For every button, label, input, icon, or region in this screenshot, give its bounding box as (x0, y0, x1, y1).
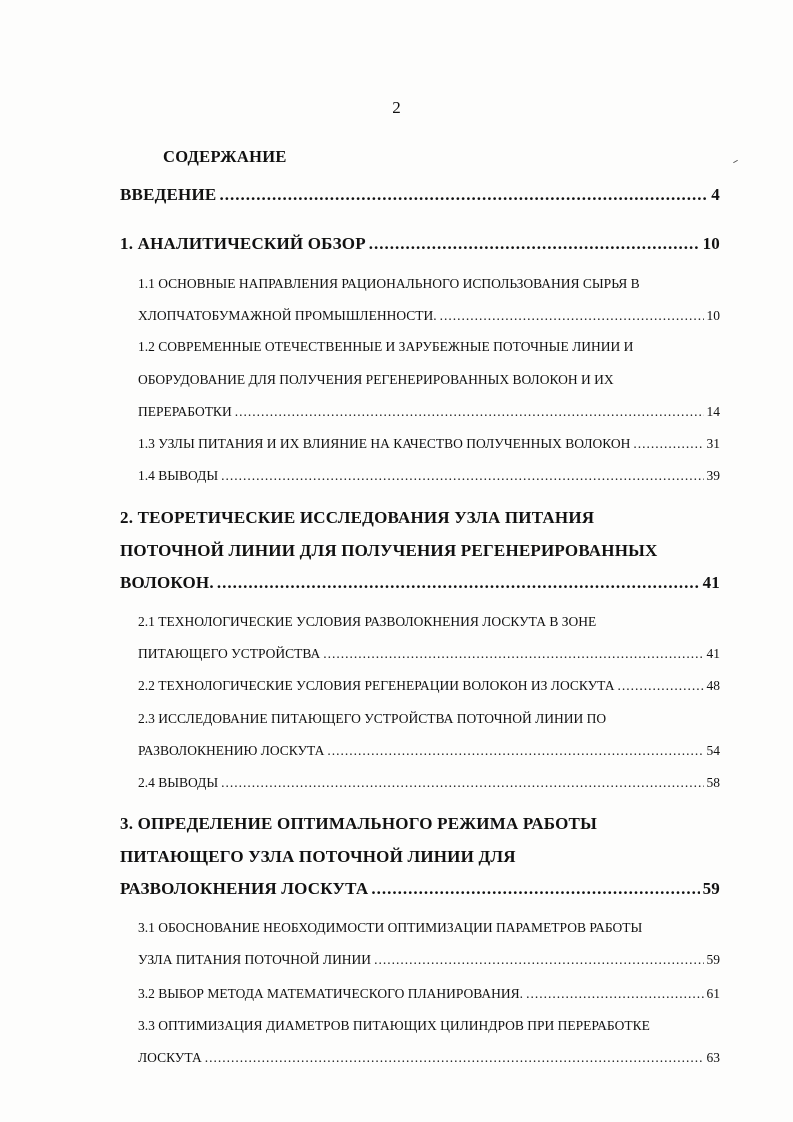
toc-entry-2-2[interactable] (138, 678, 720, 694)
entry-text: 1.4 ВЫВОДЫ (138, 468, 219, 483)
entry-text: ПОТОЧНОЙ ЛИНИИ ДЛЯ ПОЛУЧЕНИЯ РЕГЕНЕРИРОВАННЫХ (120, 541, 658, 560)
entry-page: 10 (702, 234, 720, 253)
toc-entry-2-4[interactable] (138, 775, 720, 791)
dot-leader (205, 1050, 704, 1066)
entry-text: РАЗВОЛОКНЕНИЮ ЛОСКУТА (138, 743, 325, 758)
entry-text: ЛОСКУТА (138, 1050, 202, 1065)
entry-page: 14 (706, 404, 720, 419)
dot-leader (219, 185, 708, 205)
page-number: 2 (392, 98, 401, 117)
entry-text: ОБОРУДОВАНИЕ ДЛЯ ПОЛУЧЕНИЯ РЕГЕНЕРИРОВАННЫХ ВОЛОКОН И ИХ (138, 372, 614, 387)
entry-page: 41 (706, 646, 720, 661)
dot-leader (323, 646, 703, 662)
dot-leader (235, 404, 704, 420)
dot-leader (217, 573, 700, 593)
entry-page: 59 (706, 952, 720, 967)
entry-text: 1. АНАЛИТИЧЕСКИЙ ОБЗОР (120, 234, 366, 253)
entry-page: 39 (706, 468, 720, 483)
entry-text: 2.1 ТЕХНОЛОГИЧЕСКИЕ УСЛОВИЯ РАЗВОЛОКНЕНИЯ ЛОСКУТА В ЗОНЕ (138, 614, 597, 629)
entry-text: 3.3 ОПТИМИЗАЦИЯ ДИАМЕТРОВ ПИТАЮЩИХ ЦИЛИНДРОВ ПРИ ПЕРЕРАБОТКЕ (138, 1018, 650, 1033)
toc-entry-intro[interactable] (120, 185, 720, 205)
dot-leader (221, 775, 703, 791)
dot-leader (440, 308, 704, 324)
entry-page: 61 (706, 986, 720, 1001)
entry-text: 2.4 ВЫВОДЫ (138, 775, 219, 790)
entry-text: 1.1 ОСНОВНЫЕ НАПРАВЛЕНИЯ РАЦИОНАЛЬНОГО ИСПОЛЬЗОВАНИЯ СЫРЬЯ В (138, 276, 640, 291)
entry-page: 59 (702, 879, 720, 898)
dot-leader (371, 879, 699, 899)
dot-leader (618, 678, 704, 694)
dot-leader (327, 743, 703, 759)
entry-text: 3.1 ОБОСНОВАНИЕ НЕОБХОДИМОСТИ ОПТИМИЗАЦИИ ПАРАМЕТРОВ РАБОТЫ (138, 920, 643, 935)
toc-title: СОДЕРЖАНИЕ (163, 147, 287, 166)
entry-text: 2.2 ТЕХНОЛОГИЧЕСКИЕ УСЛОВИЯ РЕГЕНЕРАЦИИ ВОЛОКОН ИЗ ЛОСКУТА (138, 678, 615, 693)
entry-page: 10 (706, 308, 720, 323)
entry-text: 3.2 ВЫБОР МЕТОДА МАТЕМАТИЧЕСКОГО ПЛАНИРОВАНИЯ. (138, 986, 524, 1001)
entry-text: ПЕРЕРАБОТКИ (138, 404, 232, 419)
entry-text: 3. ОПРЕДЕЛЕНИЕ ОПТИМАЛЬНОГО РЕЖИМА РАБОТЫ (120, 814, 597, 833)
entry-text: 2.3 ИССЛЕДОВАНИЕ ПИТАЮЩЕГО УСТРОЙСТВА ПОТОЧНОЙ ЛИНИИ ПО (138, 711, 607, 726)
dot-leader (526, 986, 703, 1002)
dot-leader (221, 468, 703, 484)
entry-text: 1.2 СОВРЕМЕННЫЕ ОТЕЧЕСТВЕННЫЕ И ЗАРУБЕЖНЫЕ ПОТОЧНЫЕ ЛИНИИ И (138, 339, 634, 354)
entry-text: 2. ТЕОРЕТИЧЕСКИЕ ИССЛЕДОВАНИЯ УЗЛА ПИТАНИЯ (120, 508, 595, 527)
scan-speck (733, 160, 738, 163)
dot-leader (374, 952, 703, 968)
entry-page: 48 (706, 678, 720, 693)
toc-entry-1-3[interactable] (138, 436, 720, 452)
dot-leader (633, 436, 703, 452)
entry-page: 54 (706, 743, 720, 758)
toc-entry-1-4[interactable] (138, 468, 720, 484)
entry-text: ПИТАЮЩЕГО УСТРОЙСТВА (138, 646, 321, 661)
dot-leader (369, 234, 700, 254)
entry-page: 41 (702, 573, 720, 592)
entry-text: ВВЕДЕНИЕ (120, 185, 217, 204)
entry-text: УЗЛА ПИТАНИЯ ПОТОЧНОЙ ЛИНИИ (138, 952, 372, 967)
entry-page: 4 (711, 185, 720, 204)
entry-page: 58 (706, 775, 720, 790)
entry-text: 1.3 УЗЛЫ ПИТАНИЯ И ИХ ВЛИЯНИЕ НА КАЧЕСТВО ПОЛУЧЕННЫХ ВОЛОКОН (138, 436, 631, 451)
entry-text: РАЗВОЛОКНЕНИЯ ЛОСКУТА (120, 879, 369, 898)
toc-entry-ch1[interactable] (120, 234, 720, 254)
toc-entry-3-2[interactable] (138, 986, 720, 1002)
entry-text: ХЛОПЧАТОБУМАЖНОЙ ПРОМЫШЛЕННОСТИ. (138, 308, 437, 323)
entry-page: 63 (706, 1050, 720, 1065)
entry-text: ВОЛОКОН. (120, 573, 214, 592)
entry-page: 31 (706, 436, 720, 451)
entry-text: ПИТАЮЩЕГО УЗЛА ПОТОЧНОЙ ЛИНИИ ДЛЯ (120, 847, 516, 866)
